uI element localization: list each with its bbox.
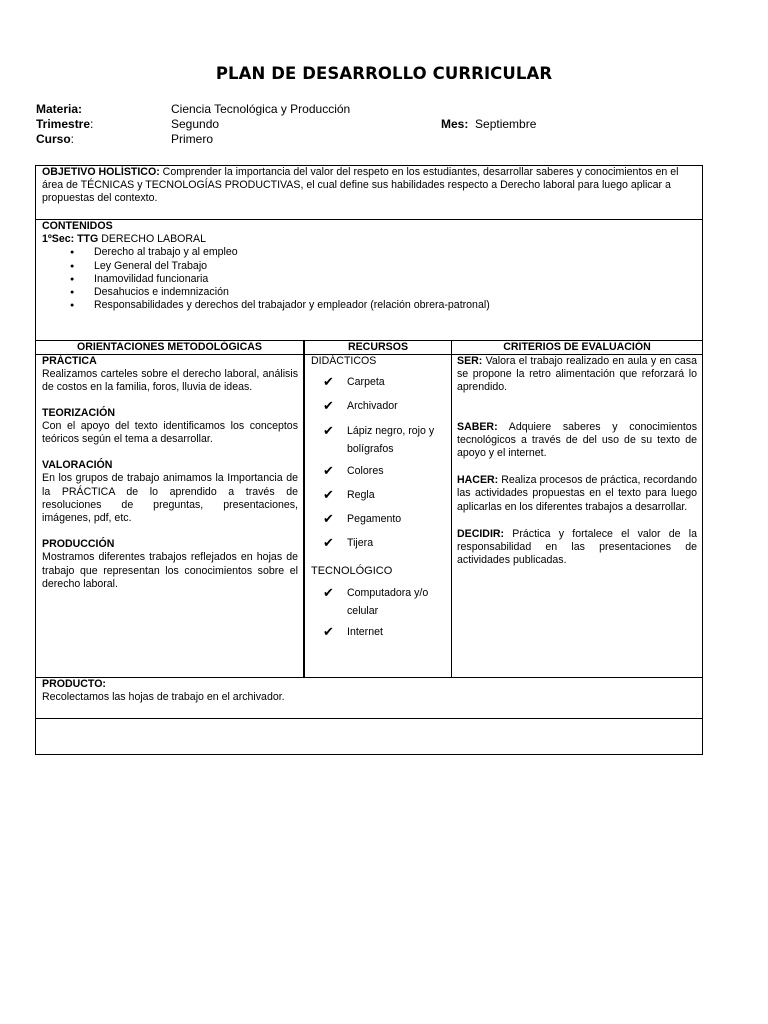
objetivo-box (35, 165, 703, 220)
criterios-column (457, 355, 697, 567)
list-item: ✔ Pegamento (323, 511, 402, 527)
checkmark-icon: ✔ (323, 463, 334, 479)
orientaciones-column (42, 355, 298, 591)
checkmark-icon: ✔ (323, 423, 334, 439)
trimestre-label: Trimestre: (36, 117, 94, 131)
curso-value: Primero (171, 132, 214, 146)
orientacion-teorizacion: TEORIZACIÓN Con el apoyo del texto identificamos los conceptos teóricos según el tema a desarrollar. (42, 406, 298, 446)
list-item: ● Inamovilidad funcionaria (94, 273, 696, 286)
orientacion-produccion: PRODUCCIÓN Mostramos diferentes trabajos reflejados en hojas de trabajo que representan los conocimientos sobre el derecho laboral. (42, 538, 298, 590)
criterio-saber: SABER: Adquiere saberes y conocimientos tecnológicos a través de del uso de su texto de apoyo y el internet. (457, 420, 697, 460)
list-item: ● Desahucios e indemnización (94, 286, 696, 299)
checkmark-icon: ✔ (323, 585, 334, 601)
mes-value: Septiembre (475, 117, 537, 131)
list-item: ✔ Computadora y/o celular (323, 585, 429, 618)
criterio-decidir: DECIDIR: Práctica y fortalece el valor de la responsabilidad en las presentaciones de actividades publicadas. (457, 527, 697, 567)
criterio-ser: SER: Valora el trabajo realizado en aula y en casa se propone la retro alimentación que reforzará lo aprendido. (457, 355, 697, 394)
list-item: ● Ley General del Trabajo (94, 260, 696, 273)
empty-box (35, 718, 703, 755)
column-divider (303, 340, 305, 678)
list-item: ● Responsabilidades y derechos del trabajador y empleador (relación obrera-patronal) (94, 299, 696, 312)
contenidos-list (42, 246, 696, 312)
checkmark-icon: ✔ (323, 535, 334, 551)
objetivo-text: OBJETIVO HOLÍSTICO: Comprender la importancia del valor del respeto en los estudiantes, desarrollar saberes y conocimientos en el área de TÉCNICAS y TECNOLOGÍAS PRODUCTIVAS, el cual define sus habilidades respecto a Derecho laboral para luego aplicar a propuestas del contexto. (42, 166, 679, 205)
didacticos-heading: DIDÁCTICOS (311, 355, 377, 367)
page-title: PLAN DE DESARROLLO CURRICULAR (215, 64, 553, 83)
materia-value: Ciencia Tecnológica y Producción (171, 102, 351, 116)
list-item: ✔ Archivador (323, 398, 398, 414)
header-recursos: RECURSOS (347, 341, 409, 353)
contenidos-heading: CONTENIDOS (42, 220, 113, 232)
checkmark-icon: ✔ (323, 624, 334, 640)
column-divider (451, 340, 452, 678)
curso-label: Curso: (36, 132, 75, 146)
criterio-hacer: HACER: Realiza procesos de práctica, recordando las actividades propuestas en el texto para luego aplicarlas en los diferentes trabajos a desarrollar. (457, 474, 697, 513)
producto-heading: PRODUCTO: (42, 678, 106, 690)
list-item: ✔ Lápiz negro, rojo y bolígrafos (323, 423, 435, 456)
materia-label: Materia: (36, 102, 83, 116)
checkmark-icon: ✔ (323, 487, 334, 503)
tecnologico-heading: TECNOLÓGICO (311, 565, 393, 578)
orientacion-valoracion: VALORACIÓN En los grupos de trabajo animamos la Importancia de la PRÁCTICA de lo aprendido a través de resoluciones de preguntas, presentaciones, imágenes, pdf, etc. (42, 459, 298, 525)
checkmark-icon: ✔ (323, 511, 334, 527)
mes-field: Mes: Septiembre (441, 117, 537, 131)
orientacion-practica: PRÁCTICA Realizamos carteles sobre el derecho laboral, análisis de costos en la familia, foros, lluvia de ideas. (42, 355, 298, 394)
header-orientaciones: ORIENTACIONES METODOLÓGICAS (76, 341, 262, 353)
contenidos-box (35, 219, 703, 341)
trimestre-value: Segundo (171, 117, 220, 131)
checkmark-icon: ✔ (323, 398, 334, 414)
list-item: ✔ Colores (323, 463, 384, 479)
checkmark-icon: ✔ (323, 374, 334, 390)
list-item: ✔ Carpeta (323, 374, 385, 390)
list-item: ✔ Tijera (323, 535, 374, 551)
list-item: ● Derecho al trabajo y al empleo (94, 246, 696, 259)
producto-box (35, 677, 703, 719)
header-criterios: CRITERIOS DE EVALUACIÓN (503, 341, 651, 353)
list-item: ✔ Internet (323, 624, 383, 640)
list-item: ✔ Regla (323, 487, 375, 503)
contenidos-section: 1ºSec: TTG DERECHO LABORAL (42, 233, 206, 246)
recursos-column (311, 355, 449, 651)
producto-text: Recolectamos las hojas de trabajo en el archivador. (42, 691, 285, 704)
